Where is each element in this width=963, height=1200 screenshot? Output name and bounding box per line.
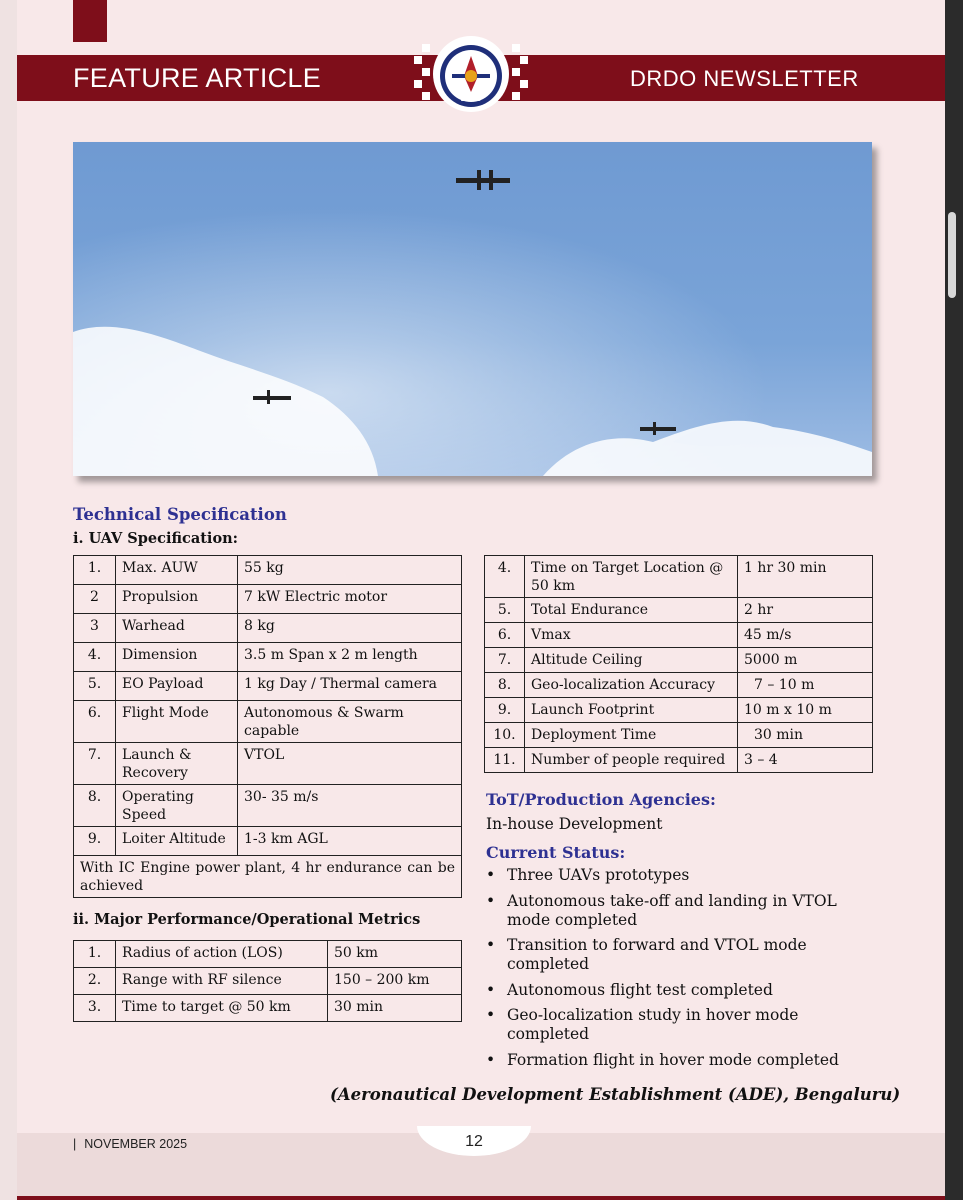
technical-spec-heading: Technical Specification	[73, 505, 287, 524]
table-row: 9. Loiter Altitude 1-3 km AGL	[74, 827, 462, 856]
table-row: 11. Number of people required 3 – 4	[485, 748, 873, 773]
section-title: FEATURE ARTICLE	[73, 63, 322, 93]
top-tab-decoration	[73, 0, 107, 42]
table-row: 3 Warhead 8 kg	[74, 614, 462, 643]
footer-date-text: NOVEMBER 2025	[84, 1137, 188, 1151]
performance-table-continued	[484, 555, 873, 773]
outer-background	[0, 0, 17, 1200]
list-item: • Autonomous take-off and landing in VTOL mode completed	[486, 892, 876, 930]
table-row: 1. Max. AUW 55 kg	[74, 556, 462, 585]
table-row: 7. Launch & Recovery VTOL	[74, 743, 462, 785]
table-row: 1. Radius of action (LOS) 50 km	[74, 941, 462, 968]
logo-text: DRDO	[460, 96, 482, 103]
status-list	[486, 866, 876, 1076]
footer-date	[73, 1137, 187, 1151]
list-item: • Three UAVs prototypes	[486, 866, 876, 885]
publication-title: DRDO NEWSLETTER	[630, 66, 859, 91]
table-row: 4. Time on Target Location @ 50 km 1 hr 30 min	[485, 556, 873, 598]
table-row: 6. Flight Mode Autonomous & Swarm capable	[74, 701, 462, 743]
table-row: 7. Altitude Ceiling 5000 m	[485, 648, 873, 673]
table-row: 5. Total Endurance 2 hr	[485, 598, 873, 623]
list-item: • Transition to forward and VTOL mode completed	[486, 936, 876, 974]
drdo-logo	[412, 34, 530, 116]
scrollbar-track[interactable]	[945, 0, 963, 1200]
article-credit: (Aeronautical Development Establishment (ADE), Bengaluru)	[330, 1085, 901, 1104]
performance-heading: ii. Major Performance/Operational Metrics	[73, 911, 421, 928]
table-row: 4. Dimension 3.5 m Span x 2 m length	[74, 643, 462, 672]
table-row: 2. Range with RF silence 150 – 200 km	[74, 968, 462, 995]
table-row: 2 Propulsion 7 kW Electric motor	[74, 585, 462, 614]
table-row: 8. Geo-localization Accuracy 7 – 10 m	[485, 673, 873, 698]
performance-table	[73, 940, 462, 1022]
uav-spec-table	[73, 555, 462, 898]
table-row: 6. Vmax 45 m/s	[485, 623, 873, 648]
endurance-note: With IC Engine power plant, 4 hr endurance can be achieved	[74, 856, 462, 898]
footer-line	[17, 1196, 945, 1200]
table-row: 3. Time to target @ 50 km 30 min	[74, 995, 462, 1022]
scrollbar-thumb[interactable]	[948, 212, 956, 298]
table-row: 10. Deployment Time 30 min	[485, 723, 873, 748]
footer-separator: |	[73, 1137, 77, 1151]
tot-text: In-house Development	[486, 815, 663, 833]
uav-spec-heading: i. UAV Specification:	[73, 530, 239, 547]
status-heading: Current Status:	[486, 843, 626, 862]
drone-formation-photo	[73, 142, 872, 476]
list-item: • Formation flight in hover mode completed	[486, 1051, 876, 1070]
table-row: 8. Operating Speed 30- 35 m/s	[74, 785, 462, 827]
tot-heading: ToT/Production Agencies:	[486, 790, 716, 809]
table-note-row	[74, 856, 462, 898]
page-number: 12	[465, 1133, 483, 1150]
table-row: 9. Launch Footprint 10 m x 10 m	[485, 698, 873, 723]
list-item: • Autonomous flight test completed	[486, 981, 876, 1000]
table-row: 5. EO Payload 1 kg Day / Thermal camera	[74, 672, 462, 701]
list-item: • Geo-localization study in hover mode completed	[486, 1006, 876, 1044]
